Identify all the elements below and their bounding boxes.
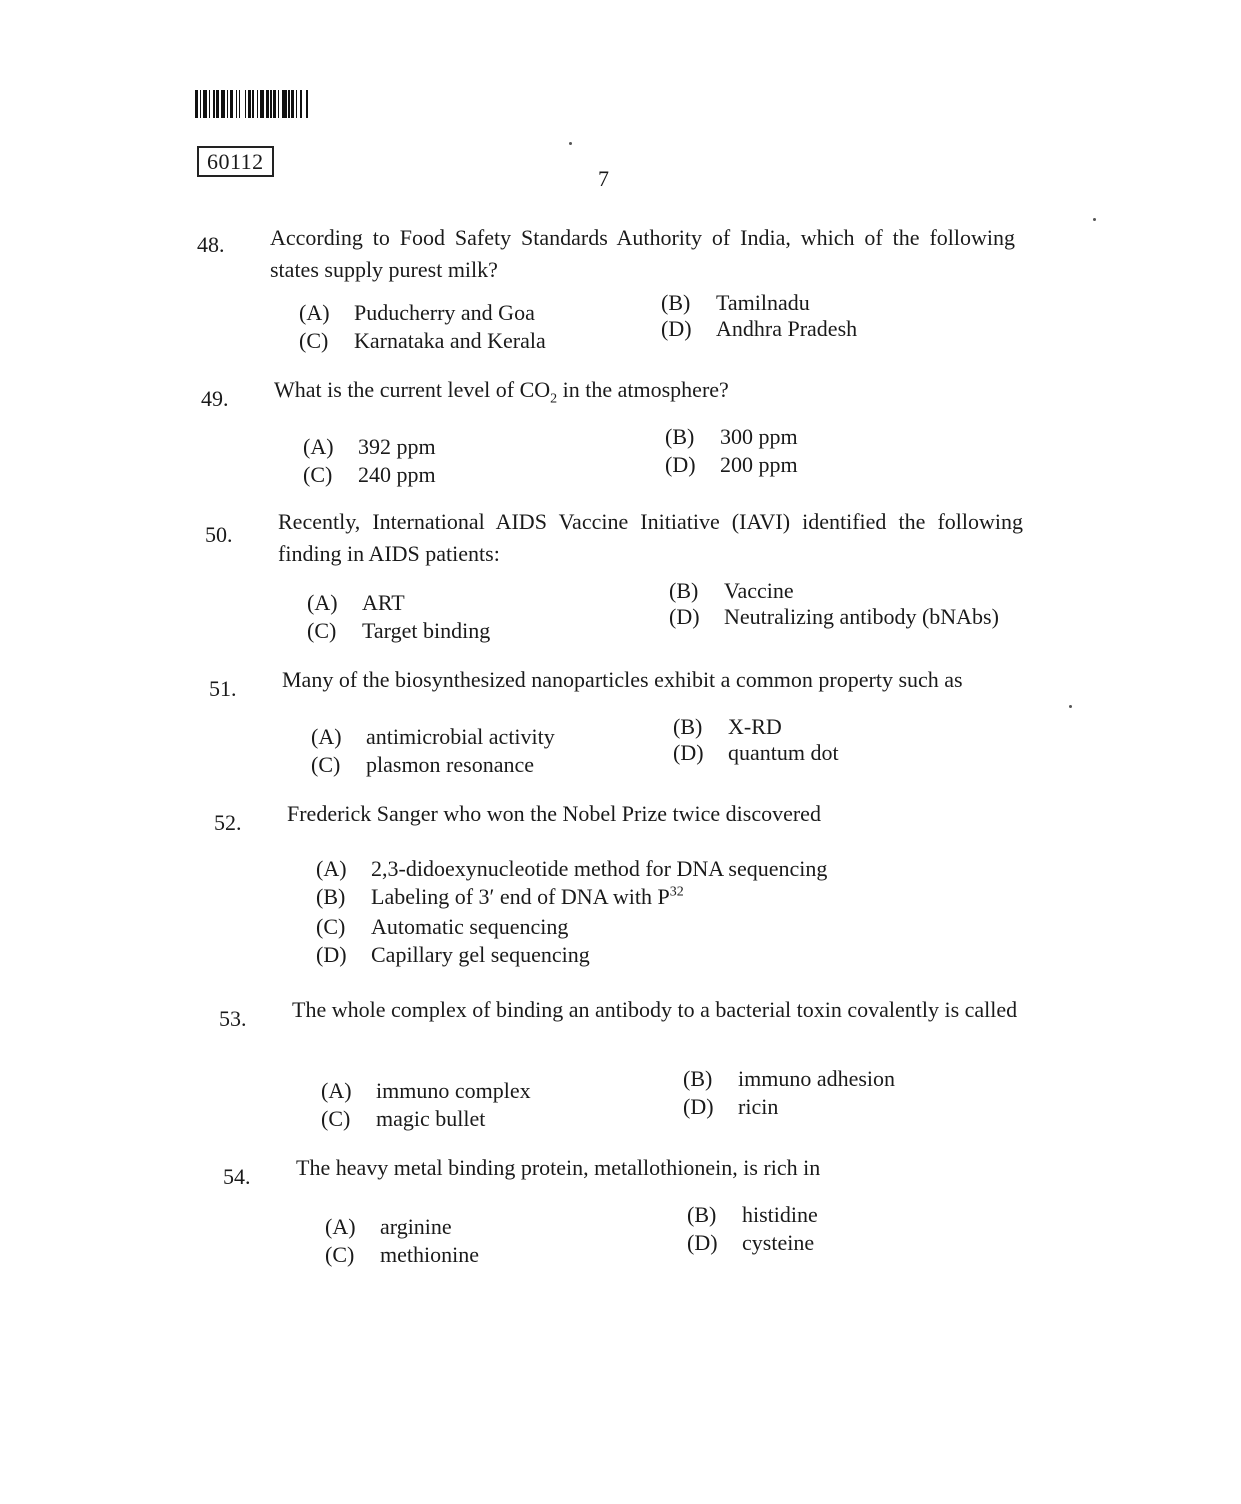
option-d (665, 452, 798, 478)
option-d (661, 316, 857, 342)
option-text: ART (362, 590, 405, 615)
option-b (673, 714, 782, 740)
question-number: 53. (219, 1006, 247, 1031)
option-b (687, 1202, 818, 1228)
option-text: cysteine (742, 1230, 815, 1255)
option-text: Andhra Pradesh (716, 316, 858, 341)
option-text: ricin (738, 1094, 779, 1119)
option-label: (C) (325, 1242, 355, 1267)
option-text: Vaccine (724, 578, 794, 603)
option-text: immuno complex (376, 1078, 531, 1103)
option-text: 200 ppm (720, 452, 798, 477)
option-label: (D) (673, 740, 704, 765)
option-label: (C) (303, 462, 333, 487)
option-text: methionine (380, 1242, 479, 1267)
option-label: (B) (661, 290, 691, 315)
option-text: Karnataka and Kerala (354, 328, 546, 353)
option-label: (C) (321, 1106, 351, 1131)
page-number: 7 (598, 166, 609, 191)
option-b (661, 290, 810, 316)
question-number: 49. (201, 386, 229, 411)
option-c (316, 914, 568, 940)
option-text: magic bullet (376, 1106, 486, 1131)
option-d (673, 740, 839, 766)
option-text: Neutralizing antibody (bNAbs) (724, 604, 999, 629)
question-number: 48. (197, 232, 225, 257)
option-label: (B) (669, 578, 699, 603)
option-label: (D) (683, 1094, 714, 1119)
option-label: (D) (661, 316, 692, 341)
option-b (316, 884, 684, 910)
option-label: (A) (299, 300, 330, 325)
option-label: (B) (683, 1066, 713, 1091)
question-text: Recently, International AIDS Vaccine Initiative (IAVI) identified the following finding in AIDS patients: (278, 509, 1023, 566)
option-label: (A) (321, 1078, 352, 1103)
option-a (299, 300, 535, 326)
option-a (311, 724, 555, 750)
option-a (316, 856, 827, 882)
scan-speck (1093, 218, 1096, 221)
option-b (683, 1066, 895, 1092)
option-text: Labeling of 3′ end of DNA with P (371, 884, 670, 909)
option-text: Target binding (362, 618, 491, 643)
option-label: (A) (325, 1214, 356, 1239)
question-text: What is the current level of $CO_2$ in the atmosphere? (274, 377, 729, 407)
option-b (669, 578, 794, 604)
option-d (687, 1230, 814, 1256)
option-text: Automatic sequencing (371, 914, 569, 939)
option-text: antimicrobial activity (366, 724, 555, 749)
option-label: (A) (303, 434, 334, 459)
barcode (195, 90, 347, 118)
option-label: (D) (665, 452, 696, 477)
question-number: 51. (209, 676, 237, 701)
option-c (321, 1106, 485, 1132)
option-a (325, 1214, 452, 1240)
option-a (321, 1078, 531, 1104)
option-text: Tamilnadu (716, 290, 810, 315)
question-number: 52. (214, 810, 242, 835)
option-text: 240 ppm (358, 462, 436, 487)
question-text: The heavy metal binding protein, metallothionein, is rich in (296, 1155, 821, 1180)
superscript: 32 (669, 884, 684, 900)
option-c (311, 752, 534, 778)
option-text: X-RD (728, 714, 782, 739)
scan-speck (1069, 705, 1072, 708)
option-text: arginine (380, 1214, 452, 1239)
question-number: 50. (205, 522, 233, 547)
question-text: Frederick Sanger who won the Nobel Prize twice discovered (287, 801, 821, 826)
question-text: The whole complex of binding an antibody to a bacterial toxin covalently is called (292, 997, 1018, 1022)
option-text: Puducherry and Goa (354, 300, 535, 325)
option-d (316, 942, 590, 968)
paper-code: 60112 (197, 146, 274, 177)
option-a (307, 590, 405, 616)
option-text: quantum dot (728, 740, 839, 765)
option-a (303, 434, 436, 460)
option-label: (B) (316, 884, 346, 909)
option-label: (C) (307, 618, 337, 643)
option-label: (B) (673, 714, 703, 739)
option-label: (A) (311, 724, 342, 749)
option-text: Capillary gel sequencing (371, 942, 590, 967)
option-text: 392 ppm (358, 434, 436, 459)
option-label: (A) (307, 590, 338, 615)
option-d (669, 604, 999, 630)
option-label: (D) (669, 604, 700, 629)
option-label: (B) (687, 1202, 717, 1227)
question-text: Many of the biosynthesized nanoparticles exhibit a common property such as (282, 667, 963, 692)
option-label: (D) (316, 942, 347, 967)
option-text: immuno adhesion (738, 1066, 896, 1091)
option-label: (C) (311, 752, 341, 777)
option-label: (C) (316, 914, 346, 939)
option-b (665, 424, 798, 450)
option-c (325, 1242, 479, 1268)
option-label: (B) (665, 424, 695, 449)
option-text: 300 ppm (720, 424, 798, 449)
question-number: 54. (223, 1164, 251, 1189)
option-text: histidine (742, 1202, 818, 1227)
option-c (299, 328, 546, 354)
scan-speck (569, 142, 572, 145)
question-text: According to Food Safety Standards Authority of India, which of the following states supply purest milk? (270, 225, 1015, 282)
option-d (683, 1094, 778, 1120)
option-text: 2,3-didoexynucleotide method for DNA sequencing (371, 856, 828, 881)
option-text: plasmon resonance (366, 752, 534, 777)
option-label: (A) (316, 856, 347, 881)
option-label: (D) (687, 1230, 718, 1255)
option-label: (C) (299, 328, 329, 353)
option-c (307, 618, 490, 644)
option-c (303, 462, 436, 488)
